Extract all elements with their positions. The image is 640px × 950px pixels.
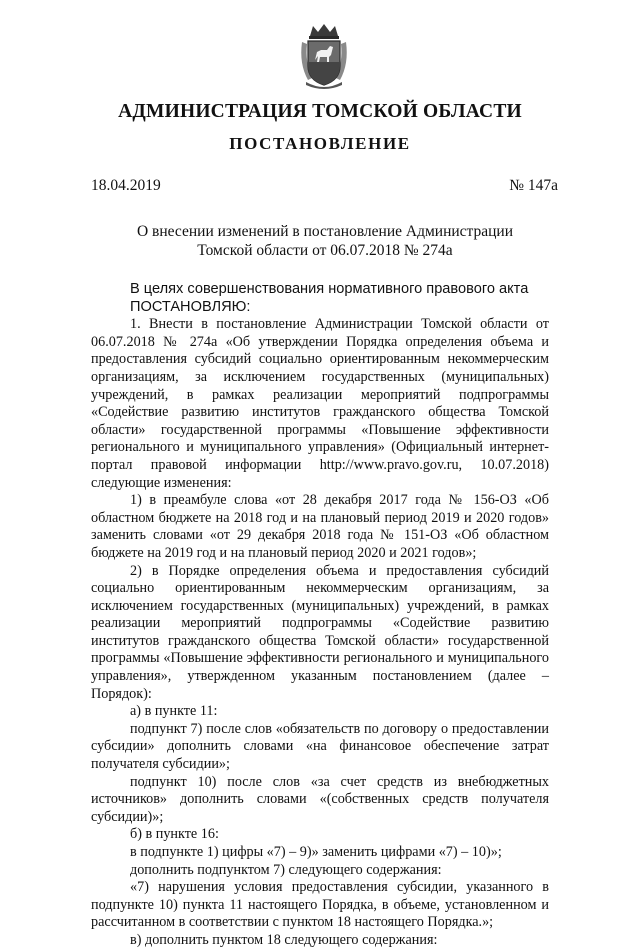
body-paragraph: подпункт 10) после слов «за счет средств из внебюджетных источников» дополнить словами «(собственных средств получателя субсидии)»; <box>91 773 549 825</box>
document-subject <box>120 222 530 260</box>
document-date: 18.04.2019 <box>91 177 161 194</box>
resolve-heading: ПОСТАНОВЛЯЮ: <box>130 298 251 315</box>
tomsk-coat-of-arms-icon <box>298 22 350 90</box>
body-paragraph: подпункт 7) после слов «обязательств по договору о предоставлении субсидии» дополнить словами «на финансовое обеспечение затрат получателя субсидии»; <box>91 720 549 773</box>
document-type: ПОСТАНОВЛЕНИЕ <box>229 134 411 153</box>
body-paragraph: б) в пункте 16: <box>130 826 219 843</box>
body-paragraph: в подпункте 1) цифры «7) – 9)» заменить цифрами «7) – 10)»; <box>130 844 502 860</box>
body-paragraph: 2) в Порядке определения объема и предоставления субсидий социально ориентированным некоммерческим организациям, за исключением государственных (муниципальных) учреждений, в рамках реализации мероприятий подпрограммы «Содействие развитию институтов гражданского общества Томской области» государственной программы «Повышение эффективности регионального и муниципального управления», утвержденном указанным постановлением (далее – Порядок): <box>91 562 549 702</box>
body-paragraph: в) дополнить пунктом 18 следующего содержания: <box>130 931 438 948</box>
body-paragraph: 1. Внести в постановление Администрации Томской области от 06.07.2018 № 274а «Об утверждении Порядка определения объема и предоставления субсидий социально ориентированным некоммерческим организациям, за исключением государственных (муниципальных) учреждений, в рамках реализации мероприятий подпрограммы «Содействие развитию институтов гражданского общества Томской области» государственной программы «Повышение эффективности регионального и муниципального управления» (Официальный интернет-портал правовой информации http://www.pravo.gov.ru, 10.07.2018) следующие изменения: <box>91 316 549 491</box>
document-body <box>91 281 549 950</box>
body-paragraph: а) в пункте 11: <box>130 703 218 720</box>
body-paragraph: дополнить подпунктом 7) следующего содержания: <box>130 861 442 878</box>
subject-line-2: Томской области от 06.07.2018 № 274а <box>197 242 453 259</box>
subject-line-1: О внесении изменений в постановление Администрации <box>136 223 514 240</box>
organization-name: АДМИНИСТРАЦИЯ ТОМСКОЙ ОБЛАСТИ <box>118 101 522 122</box>
document-number: № 147а <box>509 177 558 194</box>
body-paragraph: 1) в преамбуле слова «от 28 декабря 2017 года № 156-ОЗ «Об областном бюджете на 2018 год и на плановый период 2019 и 2020 годов» заменить словами «от 29 декабря 2018 года № 151-ОЗ «Об областном бюджете на 2019 год и на плановый период 2020 и 2021 годов»; <box>91 492 549 561</box>
body-paragraph: «7) нарушения условия предоставления субсидии, указанного в подпункте 10) пункта 11 настоящего Порядка, в объеме, установленном и рассчитанном в соответствии с пунктом 18 настоящего Порядка.»; <box>91 879 549 931</box>
intro-paragraph: В целях совершенствования нормативного правового акта <box>130 281 529 297</box>
